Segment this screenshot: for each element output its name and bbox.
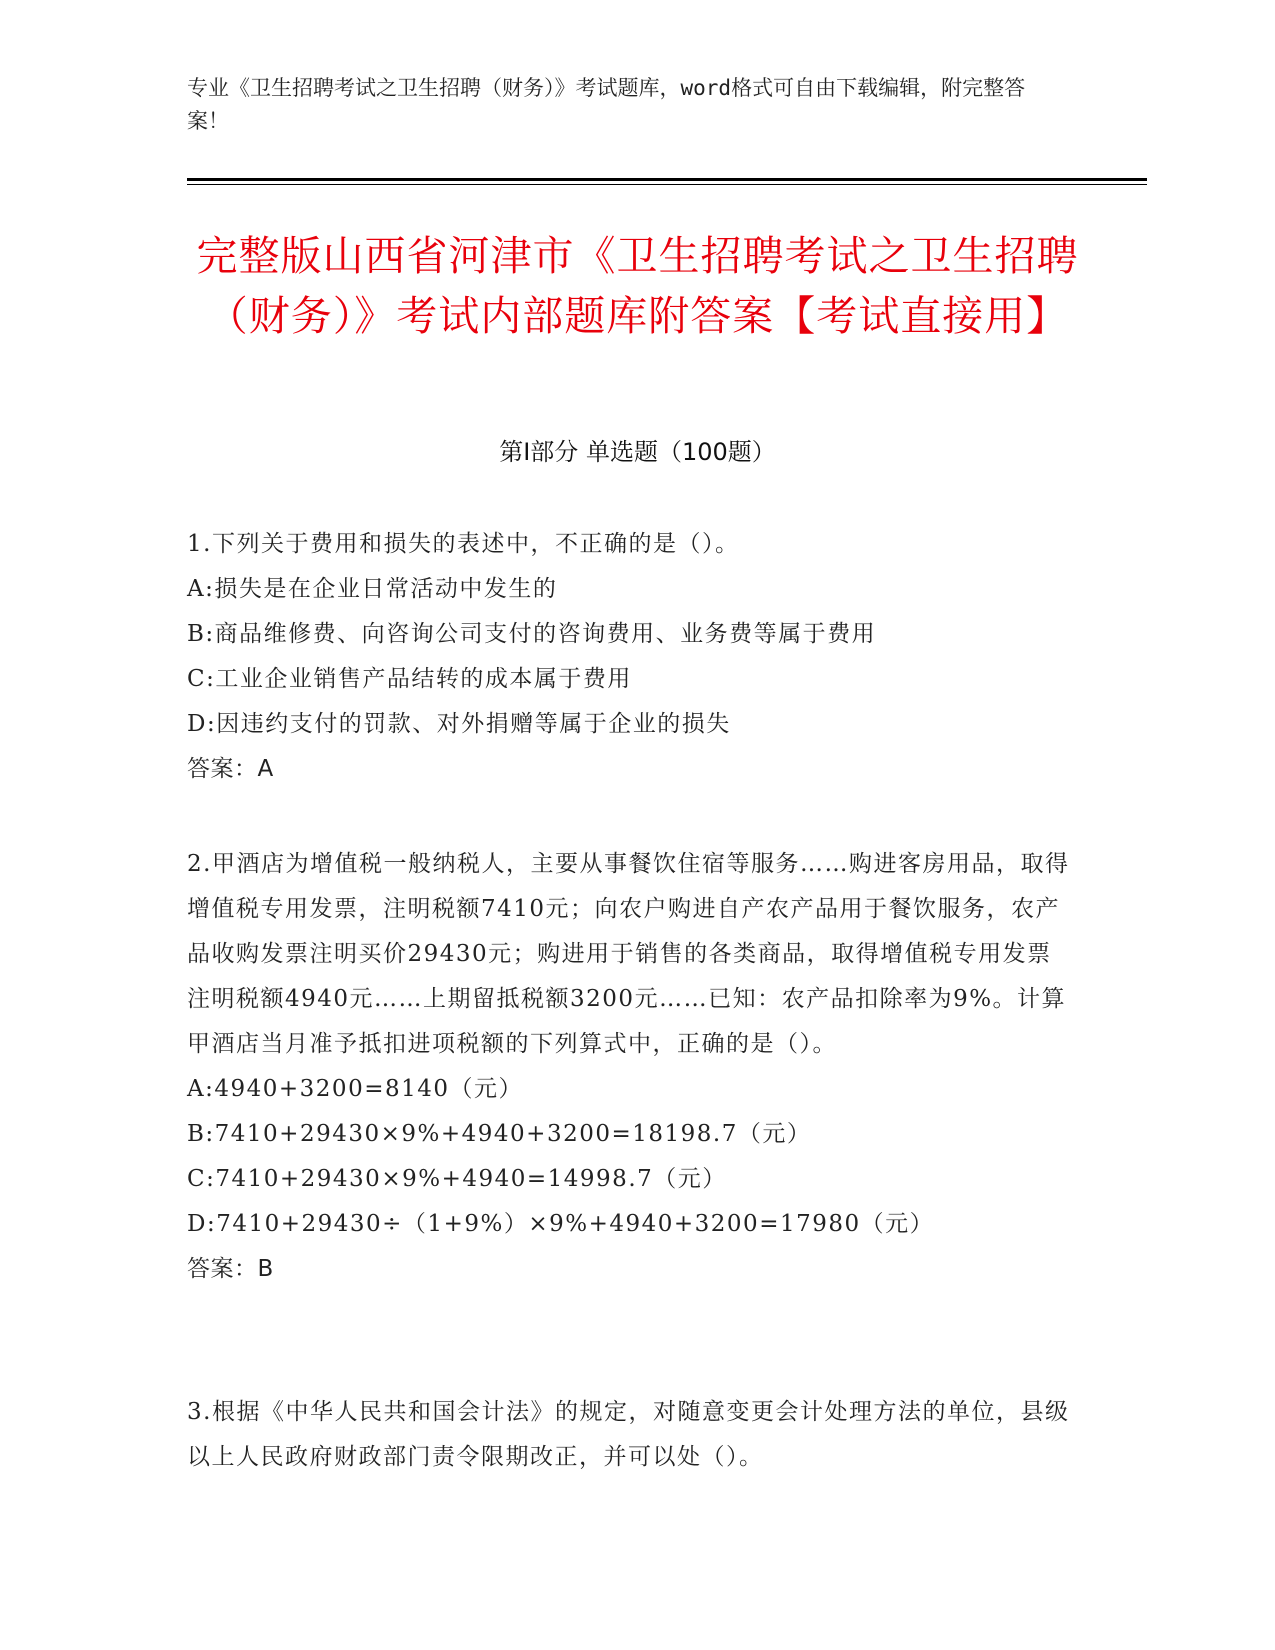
header-divider-thick [187, 178, 1147, 181]
option-b: B:7410+29430×9%+4940+3200=18198.7（元） [187, 1121, 812, 1147]
option-d: D:7410+29430÷（1+9%）×9%+4940+3200=17980（元） [187, 1211, 935, 1237]
question-stem: 1.下列关于费用和损失的表述中，不正确的是（）。 [187, 531, 740, 557]
option-b: B:商品维修费、向咨询公司支付的咨询费用、业务费等属于费用 [187, 621, 877, 647]
question-stem: 3.根据《中华人民共和国会计法》的规定，对随意变更会计处理方法的单位，县级以上人民政府财政部门责令限期改正，并可以处（）。 [187, 1399, 1070, 1470]
header-divider-thin [187, 184, 1147, 185]
option-a: A:损失是在企业日常活动中发生的 [187, 576, 558, 602]
option-a: A:4940+3200=8140（元） [187, 1076, 524, 1102]
question-block [187, 1390, 1072, 1480]
answer-line: 答案：B [187, 1256, 274, 1282]
header-note: 专业《卫生招聘考试之卫生招聘（财务）》考试题库，word格式可自由下载编辑，附完整答案！ [187, 76, 1026, 133]
section-heading: 第Ⅰ部分 单选题（100题） [499, 438, 776, 466]
option-c: C:工业企业销售产品结转的成本属于费用 [187, 666, 632, 692]
document-title: 完整版山西省河津市《卫生招聘考试之卫生招聘（财务）》考试内部题库附答案【考试直接用】 [196, 232, 1079, 340]
question-stem: 2.甲酒店为增值税一般纳税人，主要从事餐饮住宿等服务……购进客房用品，取得增值税专用发票，注明税额7410元；向农户购进自产农产品用于餐饮服务，农产品收购发票注明买价29430元；购进用于销售的各类商品，取得增值税专用发票注明税额4940元……上期留抵税额3200元……已知：农产品扣除率为9%。计算甲酒店当月准予抵扣进项税额的下列算式中，正确的是（）。 [187, 851, 1070, 1057]
option-d: D:因违约支付的罚款、对外捐赠等属于企业的损失 [187, 711, 731, 737]
question-block [187, 522, 1072, 792]
option-c: C:7410+29430×9%+4940=14998.7（元） [187, 1166, 727, 1192]
answer-line: 答案：A [187, 756, 274, 782]
question-block [187, 842, 1072, 1292]
